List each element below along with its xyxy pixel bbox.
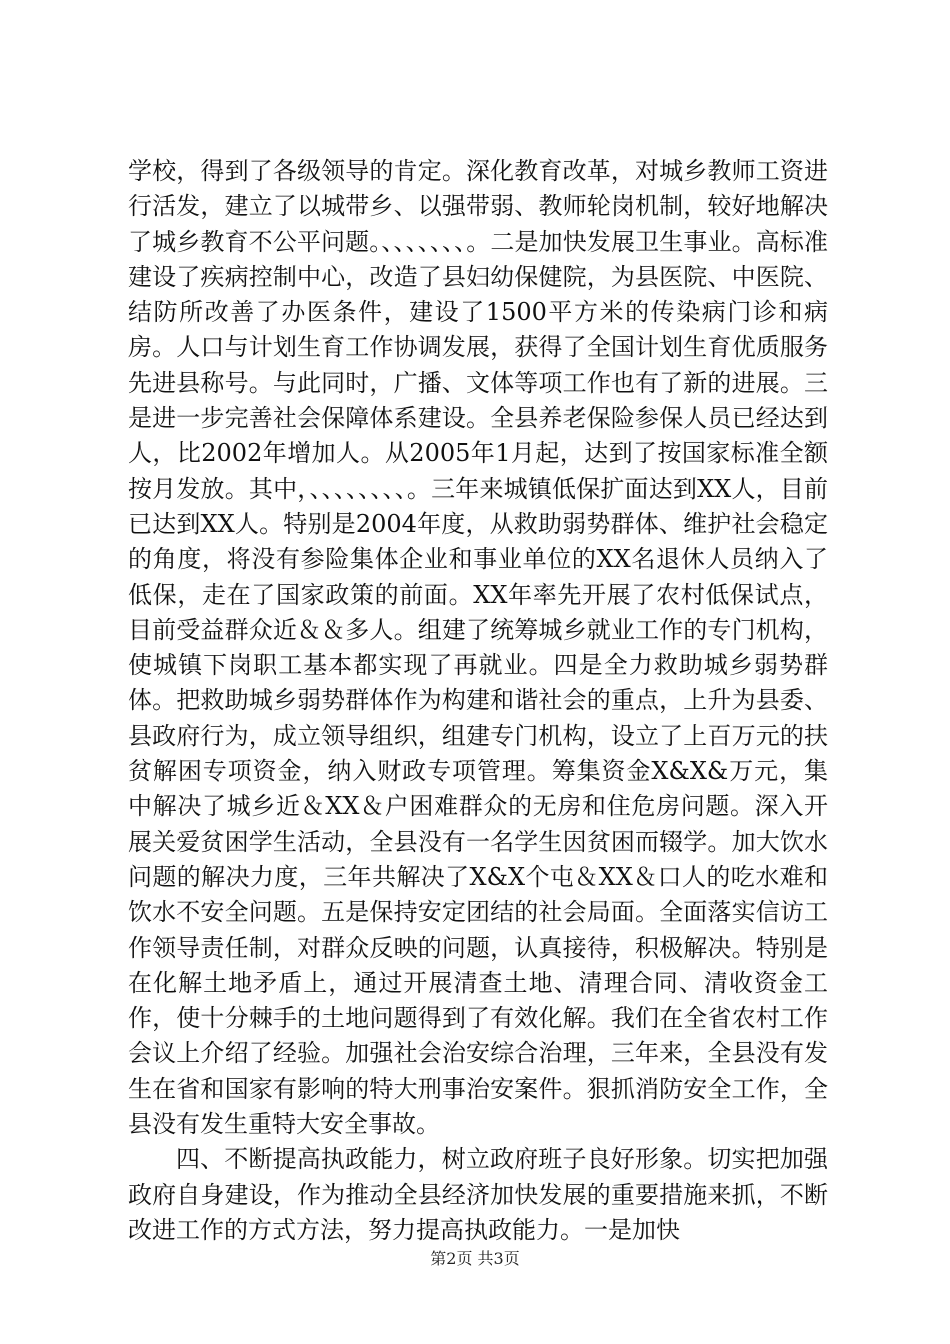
paragraph-2: 四、不断提高执政能力，树立政府班子良好形象。切实把加强政府自身建设，作为推动全县经济加快发展的重要措施来抓，不断改进工作的方式方法，努力提高执政能力。一是加快	[128, 1145, 828, 1244]
paragraph-1: 学校，得到了各级领导的肯定。深化教育改革，对城乡教师工资进行活发，建立了以城带乡、以强带弱、教师轮岗机制，较好地解决了城乡教育不公平问题。、、、、、、、。二是加快发展卫生事业。高标准建设了疾病控制中心，改造了县妇幼保健院，为县医院、中医院、结防所改善了办医条件，建设了1500平方米的传染病门诊和病房。人口与计划生育工作协调发展，获得了全国计划生育优质服务先进县称号。与此同时，广播、文体等项工作也有了新的进展。三是进一步完善社会保障体系建设。全县养老保险参保人员已经达到人，比2002年增加人。从2005年1月起，达到了按国家标准全额按月发放。其中，、、、、、、、、。三年来城镇低保扩面达到XX人，目前已达到XX人。特别是2004年度，从救助弱势群体、维护社会稳定的角度，将没有参险集体企业和事业单位的XX名退休人员纳入了低保，走在了国家政策的前面。XX年率先开展了农村低保试点，目前受益群众近＆＆多人。组建了统筹城乡就业工作的专门机构，使城镇下岗职工基本都实现了再就业。四是全力救助城乡弱势群体。把救助城乡弱势群体作为构建和谐社会的重点，上升为县委、县政府行为，成立领导组织，组建专门机构，设立了上百万元的扶贫解困专项资金，纳入财政专项管理。筹集资金X&X&万元，集中解决了城乡近＆XX＆户困难群众的无房和住危房问题。深入开展关爱贫困学生活动，全县没有一名学生因贫困而辍学。加大饮水问题的解决力度，三年共解决了X&X个屯＆XX＆口人的吃水难和饮水不安全问题。五是保持安定团结的社会局面。全面落实信访工作领导责任制，对群众反映的问题，认真接待，积极解决。特别是在化解土地矛盾上，通过开展清查土地、清理合同、清收资金工作，使十分棘手的土地问题得到了有效化解。我们在全省农村工作会议上介绍了经验。加强社会治安综合治理，三年来，全县没有发生在省和国家有影响的特大刑事治安案件。狠抓消防安全工作，全县没有发生重特大安全事故。	[128, 157, 828, 1139]
page-number-footer: 第2页 共3页	[430, 1249, 520, 1268]
body-text	[128, 154, 828, 1248]
